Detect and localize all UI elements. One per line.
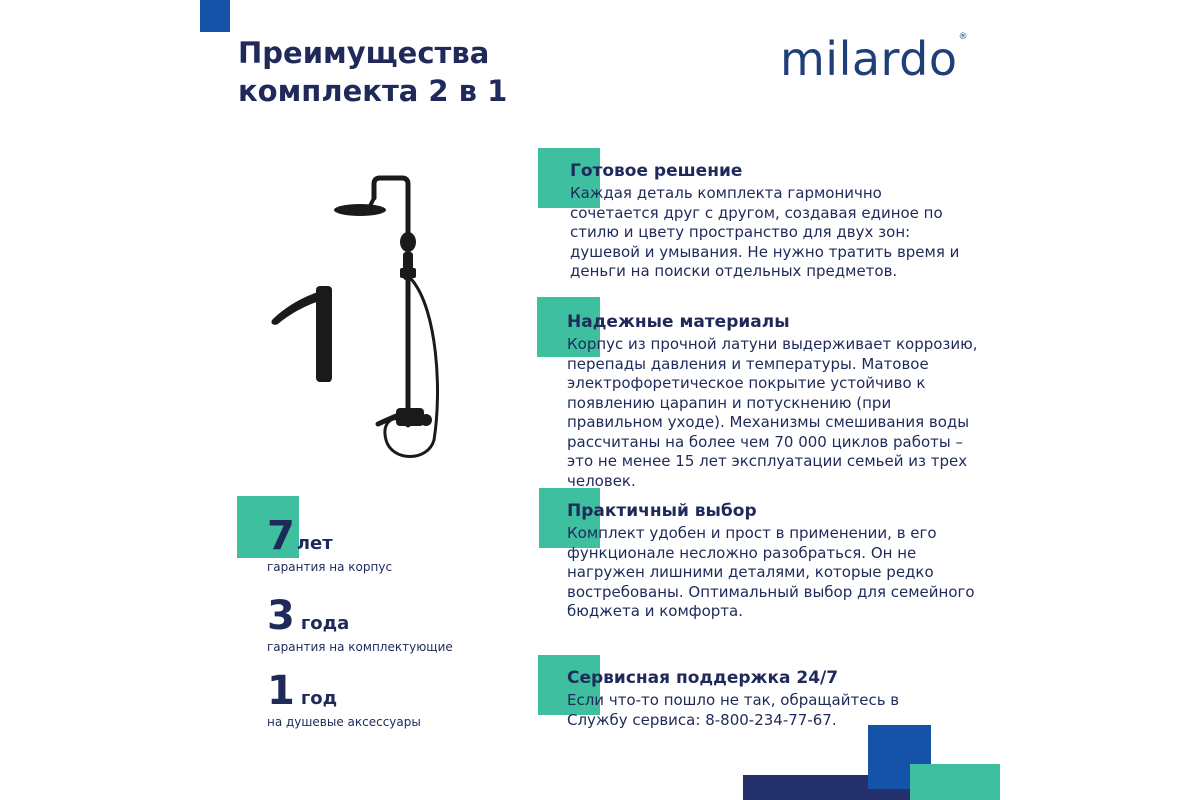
feature-title: Практичный выбор	[567, 501, 757, 521]
warranty-components	[267, 594, 453, 654]
warranty-unit: лет	[296, 533, 333, 554]
feature-practical-choice	[567, 500, 977, 622]
registered-mark: ®	[958, 31, 969, 42]
feature-title: Надежные материалы	[567, 312, 790, 332]
feature-text: Каждая деталь комплекта гармонично сочетается друг с другом, создавая единое по стилю и цвету пространство для двух зон: душевой и умывания. Не нужно тратить время и деньги на поиски отдельных предметов.	[570, 184, 960, 280]
brand-logo-text: milardo	[780, 32, 958, 86]
page-title-line-2: комплекта 2 в 1	[238, 74, 508, 108]
warranty-shower-accessories	[267, 669, 421, 729]
warranty-description: на душевые аксессуары	[267, 715, 421, 729]
decor-bottom-teal-square	[910, 764, 1000, 800]
basin-faucet-icon	[271, 286, 332, 382]
page-title-line-1: Преимущества	[238, 36, 490, 70]
feature-text: Комплект удобен и прост в применении, в его функционале несложно разобраться. Он не нагружен лишними деталями, которые редко востребованы. Оптимальный выбор для семейного бюджета и комфорта.	[567, 524, 975, 620]
feature-title: Сервисная поддержка 24/7	[567, 668, 839, 688]
decor-square-top-blue	[200, 0, 230, 32]
feature-title: Готовое решение	[570, 161, 743, 181]
brand-logo	[780, 32, 968, 86]
warranty-number: 3	[267, 593, 295, 639]
warranty-body	[267, 514, 392, 574]
feature-service-support	[567, 667, 947, 730]
page-title	[238, 34, 507, 110]
warranty-number: 7	[267, 513, 295, 559]
feature-reliable-materials	[567, 311, 979, 491]
feature-text: Если что-то пошло не так, обращайтесь в Службу сервиса: 8-800-234-77-67.	[567, 691, 900, 729]
warranty-description: гарантия на комплектующие	[267, 640, 453, 654]
feature-text: Корпус из прочной латуни выдерживает коррозию, перепады давления и температуры. Матовое электрофоретическое покрытие устойчиво к появлению царапин и потускнению (при правильном уходе). Механизмы смешивания воды рассчитаны на более чем 70 000 циклов работы – это не менее 15 лет эксплуатации семьей из трех человек.	[567, 335, 978, 490]
shower-system-icon	[334, 178, 438, 457]
warranty-description: гарантия на корпус	[267, 560, 393, 574]
product-image-shower-and-faucet	[262, 170, 462, 470]
warranty-number: 1	[267, 668, 295, 714]
feature-ready-solution	[570, 160, 970, 282]
warranty-unit: года	[300, 613, 350, 634]
warranty-unit: год	[300, 688, 338, 709]
